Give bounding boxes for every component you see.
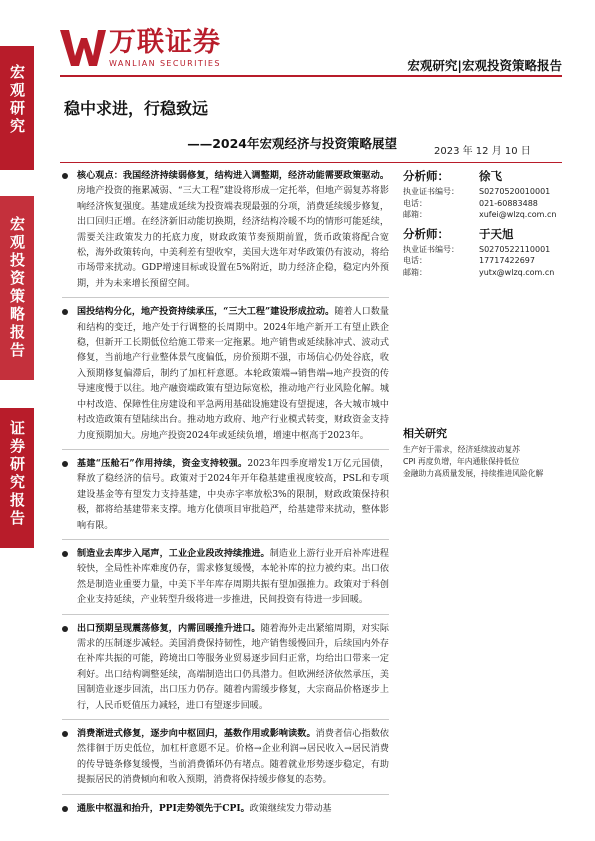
phone-label: 电话：	[403, 198, 427, 208]
paragraph-body: 房地产投资的拖累减弱、“三大工程”建设将形成一定托举，但地产弱复苏将影响经济恢复强度。基建成延续为投资端表现最强的分项，消费延续缓步修复，出口回归正增。在经济新旧动能切换期，经济结构冷暖不均的情形可能延续，需要关注政策发力的托底力度，财政政策节奏预期前置，货币政策将配合宽松，海外政策转向，中美利差有望收窄，美国大选年对华政策仍有波动，将给市场带来扰动。GDP增速目标或设置在5%附近，助力经济企稳，稳定内外预期，并为未来增长预留空间。	[77, 186, 389, 289]
paragraph-lead: 基建“压舱石”作用持续，资金支持较强。	[77, 457, 248, 469]
bullet-icon	[62, 626, 68, 632]
cert-number: S0270522110001	[479, 244, 551, 254]
paragraph-infrastructure	[62, 456, 389, 540]
related-research	[403, 425, 573, 480]
analyst-name: 徐飞	[479, 169, 502, 183]
cert-label: 执业证书编号：	[403, 187, 459, 196]
analyst-card	[403, 226, 565, 279]
bullet-icon	[62, 551, 68, 557]
bullet-icon	[62, 461, 68, 467]
left-sidebar	[0, 0, 34, 841]
paragraph-lead: 消费渐进式修复，逐步向中枢回归，基数作用或影响读数。	[77, 728, 316, 739]
analyst-role: 分析师：	[403, 226, 449, 241]
sidebar-tag-macro-research: 宏观研究	[0, 46, 34, 170]
email-label: 邮箱：	[403, 210, 427, 219]
sidebar-tag-securities-report: 证券研究报告	[0, 408, 34, 548]
page-title: 稳中求进，行稳致远	[64, 99, 209, 118]
paragraph-real-estate	[62, 304, 389, 450]
paragraph-body: 消费者信心指数依然徘徊于历史低位，加杠杆意愿不足。价格→企业利润→居民收入→居民消费的传导链条修复缓慢，当前消费循环仍有堵点。随着就业形势逐步稳定，有助提振居民的消费倾向和收入预期，消费将保持缓步修复的态势。	[77, 729, 389, 786]
paragraph-core-view	[62, 168, 389, 298]
logo-w-icon	[60, 28, 106, 68]
phone-label: 电话：	[403, 256, 427, 265]
analyst-card	[403, 168, 565, 221]
main-content	[62, 168, 389, 828]
bullet-icon	[62, 173, 68, 179]
bullet-icon	[62, 806, 68, 812]
paragraph-lead: 制造业去库步入尾声，工业企业段改持续推进。	[77, 547, 270, 559]
related-item[interactable]: CPI 再度负增，年内通胀保持低位	[403, 457, 520, 466]
phone-number: 17717422697	[479, 256, 535, 265]
logo-english-name: WANLIAN SECURITIES	[109, 59, 221, 68]
cert-number: S0270520010001	[479, 187, 551, 196]
header-divider	[60, 75, 562, 77]
paragraph-lead: 核心观点：我国经济持续弱修复，结构进入调整期，经济动能需要政策驱动。	[77, 170, 389, 181]
paragraph-body: 2023年四季度增发1万亿元国债，释放了稳经济的信号。政策对于2024年开年稳基建重视度较高，PSL和专项建设基金等有望发力支持基建，中央赤字率放松3%的限制，财政政策保持积极，都将给基建带来支撑。地方化债项目审批趋严，给基建带来扰动，整体影响有限。	[77, 458, 389, 531]
paragraph-lead: 国投结构分化，地产投资持续承压，“三大工程”建设形成拉动。	[77, 306, 335, 318]
bullet-icon	[62, 731, 68, 737]
paragraph-trade	[62, 621, 389, 720]
paragraph-body: 制造业上游行业开启补库进程较快，全局性补库难度仍存，需求修复缓慢，本轮补库的拉力被约束。出口依然是制造业重要力量，中美下半年库存周期共振有望加强推力。政策对于科创企业支持延续，产业转型升级将进一步推进，民间投资有待进一步回暖。	[77, 548, 389, 606]
page-subtitle: ——2024年宏观经济与投资策略展望	[187, 136, 397, 151]
paragraph-inflation	[62, 801, 389, 822]
report-category: 宏观研究|宏观投资策略报告	[407, 58, 562, 73]
logo-chinese-name: 万联证券	[109, 27, 221, 58]
paragraph-consumption	[62, 726, 389, 795]
related-item[interactable]: 金融助力高质量发展，持续推进风险化解	[403, 469, 544, 478]
analyst-role: 分析师：	[403, 169, 449, 183]
analyst-name: 于天旭	[479, 226, 514, 241]
email-address[interactable]: yutx@wlzq.com.cn	[479, 267, 555, 277]
email-address[interactable]: xufei@wlzq.com.cn	[479, 210, 557, 219]
email-label: 邮箱：	[403, 267, 427, 277]
cert-label: 执业证书编号：	[403, 244, 459, 254]
sidebar-tag-report-type: 宏观投资策略报告	[0, 196, 34, 380]
bullet-icon	[62, 309, 68, 315]
title-divider	[60, 162, 562, 163]
paragraph-lead: 通胀中枢温和抬升，PPI走势领先于CPI。	[77, 802, 250, 814]
paragraph-body: 政策继续发力带动基	[249, 803, 332, 814]
report-date: 2023 年 12 月 10 日	[434, 146, 531, 157]
related-heading: 相关研究	[403, 427, 447, 440]
related-item[interactable]: 生产好于需求，经济延续波动复苏	[403, 445, 520, 454]
paragraph-body: 随着海外走出紧缩周期，对实际需求的压制逐步减轻。美国消费保持韧性，地产销售缓慢回升，后续国内外存在补库共振的可能，跨境出口等服务业贸易逐步回归正常，均给出口带来一定利好。出口结构调整延续，高端制造出口仍具潜力。但欧洲经济依然承压，美国制造业逐步回流，出口压力仍存。随着内需缓步修复，大宗商品价格逐步上行，人民币贬值压力减轻，进口有望逐步回暖。	[77, 623, 389, 711]
analyst-panel	[403, 168, 565, 283]
paragraph-manufacturing	[62, 546, 389, 615]
phone-number: 021-60883488	[479, 198, 538, 208]
paragraph-lead: 出口预期呈现震荡修复，内需回暖推升进口。	[77, 622, 261, 634]
paragraph-body: 随着人口数量和结构的变迁，地产处于行调整的长周期中。2024年地产新开工有望止跌企稳，但新开工长期低位给施工带来一定拖累。地产销售或延续脉冲式、波动式修复，当前地产行业整体景气度偏低，房价预期不强，市场信心仍处谷底，收入预期修复偏滞后，制约了加杠杆意愿。本轮政策端→销售端→地产投资的传导速度慢于以往。地产融资端政策有望边际宽松，推动地产行业风险化解。城中村改造、保障性住房建设和平急两用基础设施建设有望提速，各大城市城中村改造政策有望陆续出台。推动地方政府、地产行业模式转变，财政资金支持力度预期加大。房地产投资2024年或延续负增，增速中枢高于2023年。	[77, 307, 389, 441]
company-logo	[60, 28, 221, 68]
